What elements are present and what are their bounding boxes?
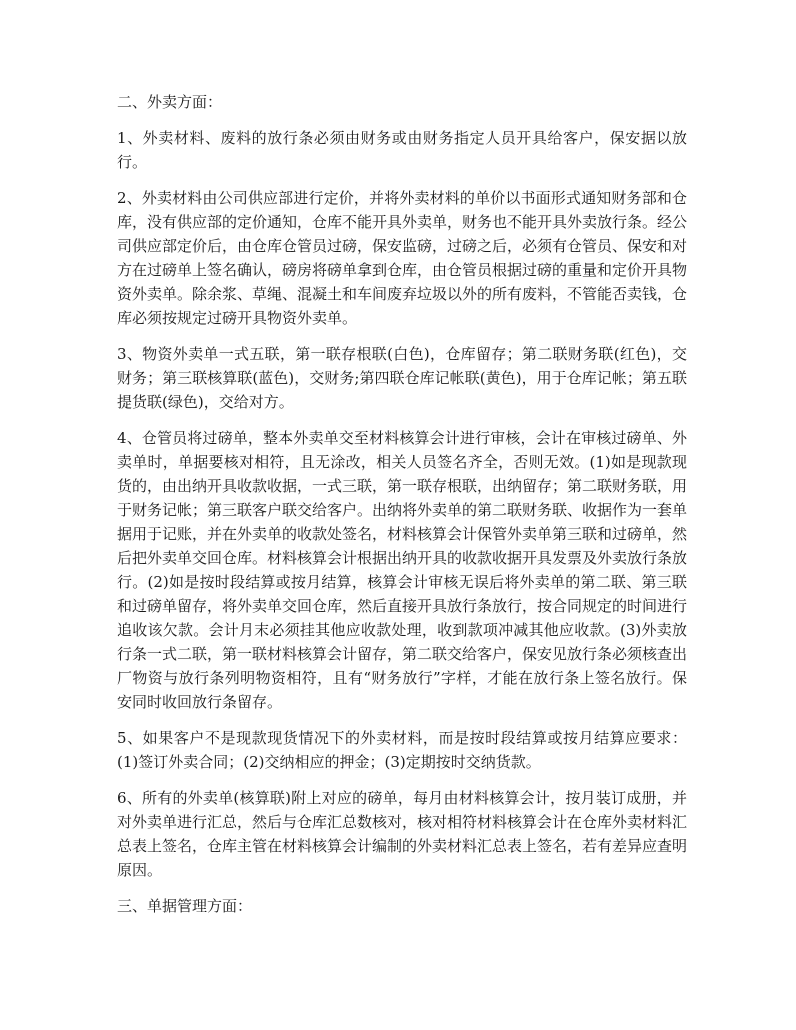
document-page bbox=[117, 90, 687, 930]
section-2-heading: 二、外卖方面： bbox=[117, 93, 223, 111]
paragraph-2: 2、外卖材料由公司供应部进行定价，并将外卖材料的单价以书面形式通知财务部和仓库，没有供应部的定价通知，仓库不能开具外卖单，财务也不能开具外卖放行条。经公司供应部定价后，由仓库仓管员过磅，保安监磅，过磅之后，必须有仓管员、保安和对方在过磅单上签名确认，磅房将磅单拿到仓库，由仓管员根据过磅的重量和定价开具物资外卖单。除余浆、草绳、混凝土和车间废弃垃圾以外的所有废料，不管能否卖钱，仓库必须按规定过磅开具物资外卖单。 bbox=[117, 189, 688, 327]
paragraph-4: 4、仓管员将过磅单，整本外卖单交至材料核算会计进行审核，会计在审核过磅单、外卖单时，单据要核对相符，且无涂改，相关人员签名齐全，否则无效。(1)如是现款现货的，由出纳开具收款收据，一式三联，第一联存根联，出纳留存；第二联财务联，用于财务记帐；第三联客户联交给客户。出纳将外卖单的第二联财务联、收据作为一套单据用于记账，并在外卖单的收款处签名，材料核算会计保管外卖单第三联和过磅单，然后把外卖单交回仓库。材料核算会计根据出纳开具的收款收据开具发票及外卖放行条放行。(2)如是按时段结算或按月结算，核算会计审核无误后将外卖单的第二联、第三联和过磅单留存，将外卖单交回仓库，然后直接开具放行条放行，按合同规定的时间进行追收该欠款。会计月末必须挂其他应收款处理，收到款项冲减其他应收款。(3)外卖放行条一式二联，第一联材料核算会计留存，第二联交给客户，保安见放行条必须核查出厂物资与放行条列明物资相符，且有“财务放行”字样，才能在放行条上签名放行。保安同时收回放行条留存。 bbox=[117, 429, 688, 711]
paragraph-3: 3、物资外卖单一式五联，第一联存根联(白色)，仓库留存；第二联财务联(红色)，交财务；第三联核算联(蓝色)，交财务;第四联仓库记帐联(黄色)，用于仓库记帐；第五联提货联(绿色)，交给对方。 bbox=[117, 345, 687, 411]
paragraph-5: 5、如果客户不是现款现货情况下的外卖材料，而是按时段结算或按月结算应要求：(1)签订外卖合同；(2)交纳相应的押金；(3)定期按时交纳货款。 bbox=[117, 729, 687, 771]
section-3-heading: 三、单据管理方面： bbox=[117, 897, 253, 915]
paragraph-1: 1、外卖材料、废料的放行条必须由财务或由财务指定人员开具给客户，保安据以放行。 bbox=[117, 129, 687, 171]
paragraph-6: 6、所有的外卖单(核算联)附上对应的磅单，每月由材料核算会计，按月装订成册，并对外卖单进行汇总，然后与仓库汇总数核对，核对相符材料核算会计在仓库外卖材料汇总表上签名，仓库主管在材料核算会计编制的外卖材料汇总表上签名，若有差异应查明原因。 bbox=[117, 789, 688, 879]
